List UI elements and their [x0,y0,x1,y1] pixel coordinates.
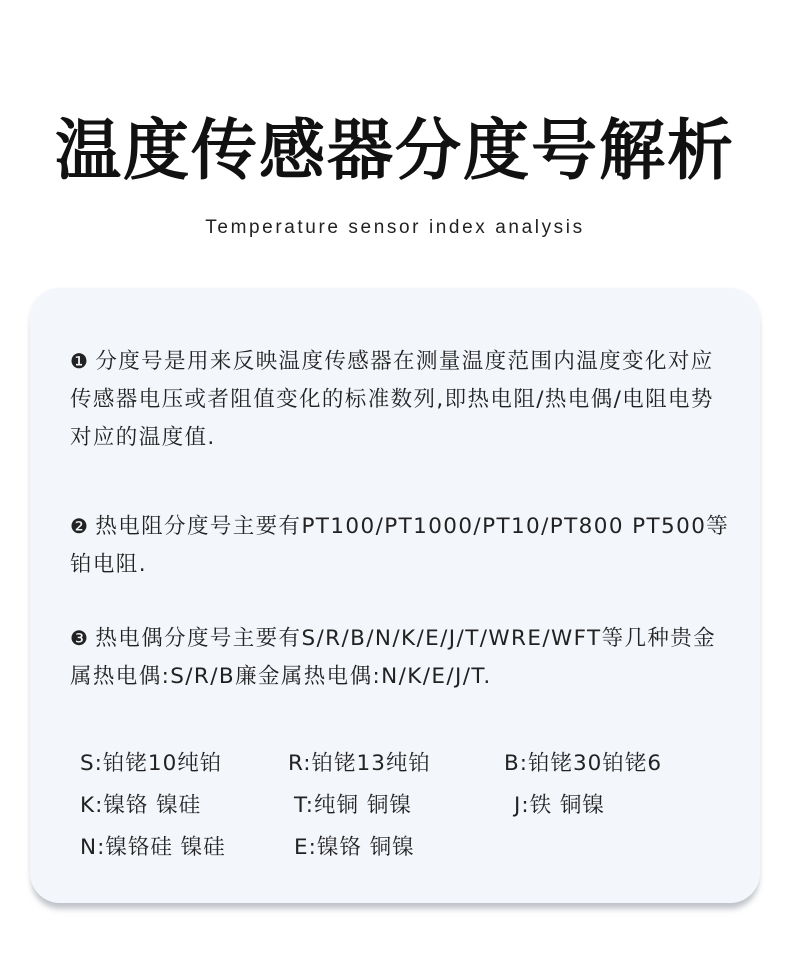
paragraph-text: 热电偶分度号主要有S/R/B/N/K/E/J/T/WRE/WFT等几种贵金属热电偶:S/R/B廉金属热电偶:N/K/E/J/T. [70,626,717,689]
page-title: 温度传感器分度号解析 [55,112,735,189]
grid-row [80,746,740,788]
number-badge-3: ❸ [70,626,90,650]
grid-row [80,830,740,872]
index-grid [80,746,740,872]
grid-cell: B:铂铑30铂铑6 [504,751,663,776]
page-subtitle: Temperature sensor index analysis [205,217,585,238]
paragraph-2 [70,507,730,584]
grid-row [80,788,740,830]
paragraph-3 [70,619,730,696]
paragraph-text: 热电阻分度号主要有PT100/PT1000/PT10/PT800 PT500等铂电阻. [70,514,730,577]
grid-cell: R:铂铑13纯铂 [288,751,431,776]
grid-cell: K:镍铬 镍硅 [80,793,202,818]
grid-cell: T:纯铜 铜镍 [294,793,412,818]
grid-cell: S:铂铑10纯铂 [80,751,223,776]
grid-cell: N:镍铬硅 镍硅 [80,835,226,860]
grid-cell: J:铁 铜镍 [514,793,605,818]
paragraph-text: 分度号是用来反映温度传感器在测量温度范围内温度变化对应传感器电压或者阻值变化的标准数列,即热电阻/热电偶/电阻电势对应的温度值. [70,349,714,450]
number-badge-1: ❶ [70,349,90,373]
paragraph-1 [70,342,730,457]
grid-cell: E:镍铬 铜镍 [294,835,415,860]
info-card [30,288,760,903]
number-badge-2: ❷ [70,514,90,538]
